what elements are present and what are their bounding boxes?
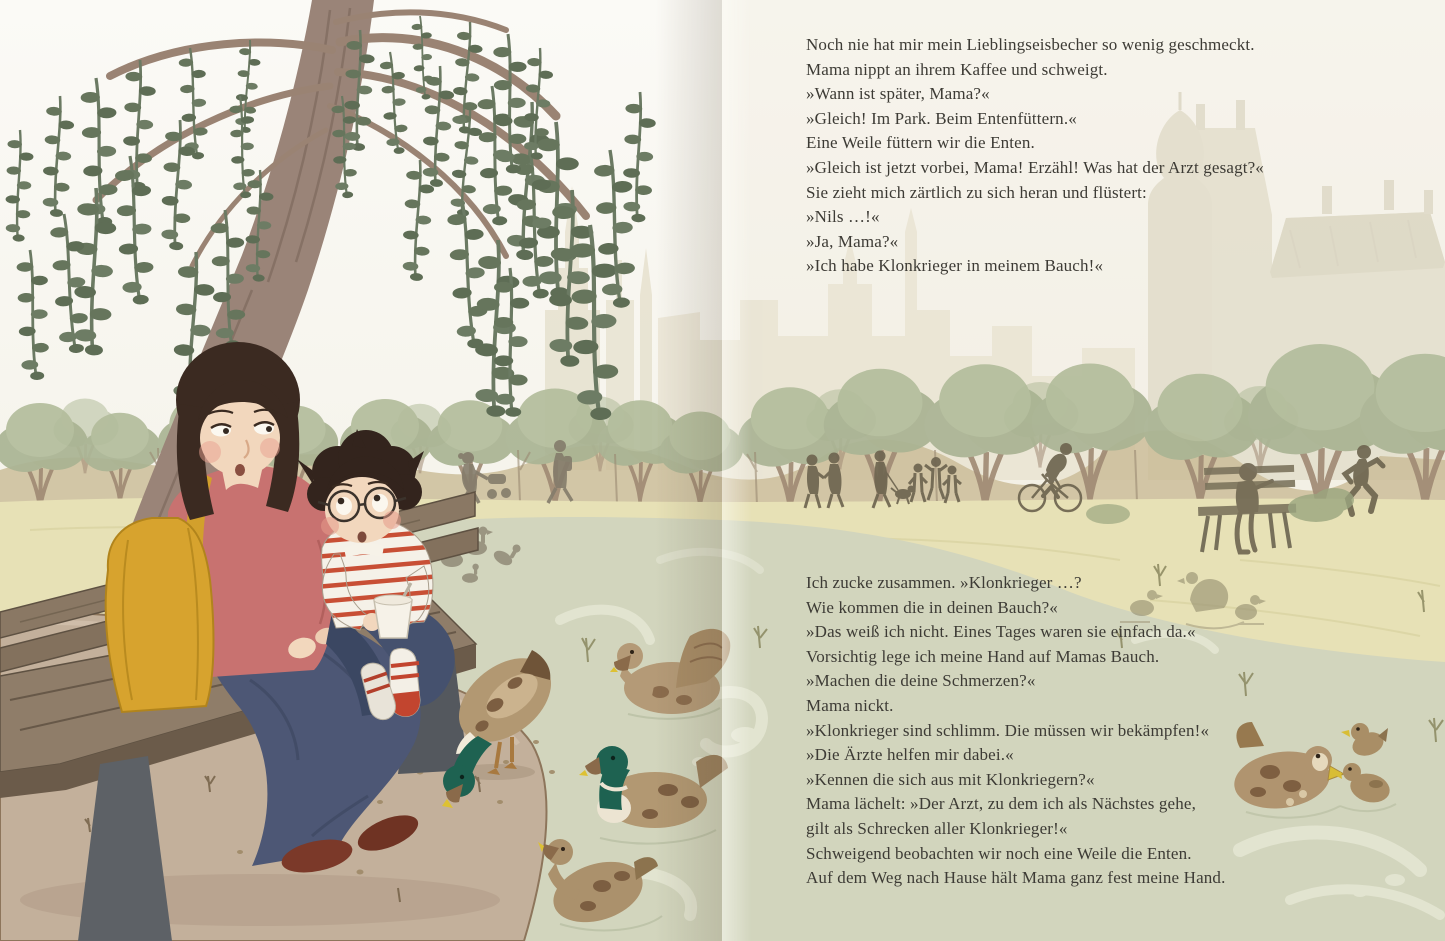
story-line: »Machen die deine Schmerzen?«: [806, 671, 1036, 691]
story-line: Mama lächelt: »Der Arzt, zu dem ich als Nächstes gehe,: [806, 794, 1196, 814]
story-line: »Gleich ist jetzt vorbei, Mama! Erzähl! Was hat der Arzt gesagt?«: [806, 157, 1264, 177]
story-paragraph-1: [806, 33, 1264, 279]
story-line: »Das weiß ich nicht. Eines Tages waren sie einfach da.«: [806, 622, 1196, 642]
story-line: »Kennen die sich aus mit Klonkriegern?«: [806, 769, 1095, 789]
story-line: Mama nickt.: [806, 695, 894, 715]
story-line: Noch nie hat mir mein Lieblingseisbecher so wenig geschmeckt.: [806, 35, 1255, 54]
story-line: »Klonkrieger sind schlimm. Die müssen wir bekämpfen!«: [806, 720, 1210, 740]
mother-mouth: [235, 464, 245, 476]
gutter-shadow: [656, 0, 722, 941]
story-line: Sie zieht mich zärtlich zu sich heran und flüstert:: [806, 182, 1147, 202]
story-line: Vorsichtig lege ich meine Hand auf Mamas Bauch.: [806, 646, 1160, 666]
story-line: Schweigend beobachten wir noch eine Weile die Enten.: [806, 843, 1192, 863]
story-line: »Ich habe Klonkrieger in meinem Bauch!«: [806, 256, 1104, 276]
story-line: Mama nippt an ihrem Kaffee und schweigt.: [806, 59, 1108, 79]
story-line: »Nils …!«: [806, 207, 880, 227]
story-line: Ich zucke zusammen. »Klonkrieger …?: [806, 573, 1082, 592]
story-line: Eine Weile füttern wir die Enten.: [806, 133, 1035, 153]
story-line: Auf dem Weg nach Hause hält Mama ganz fest meine Hand.: [806, 868, 1226, 888]
story-line: gilt als Schrecken aller Klonkrieger!«: [806, 818, 1068, 838]
story-line: »Gleich! Im Park. Beim Entenfüttern.«: [806, 108, 1077, 128]
gutter-highlight: [722, 0, 752, 941]
yellow-bag: [106, 518, 214, 712]
story-line: »Wann ist später, Mama?«: [806, 84, 990, 104]
story-line: Wie kommen die in deinen Bauch?«: [806, 597, 1058, 617]
story-paragraph-2: [806, 571, 1225, 891]
story-line: »Die Ärzte helfen mir dabei.«: [806, 745, 1014, 765]
story-line: »Ja, Mama?«: [806, 231, 899, 251]
boy-mouth: [358, 532, 367, 543]
